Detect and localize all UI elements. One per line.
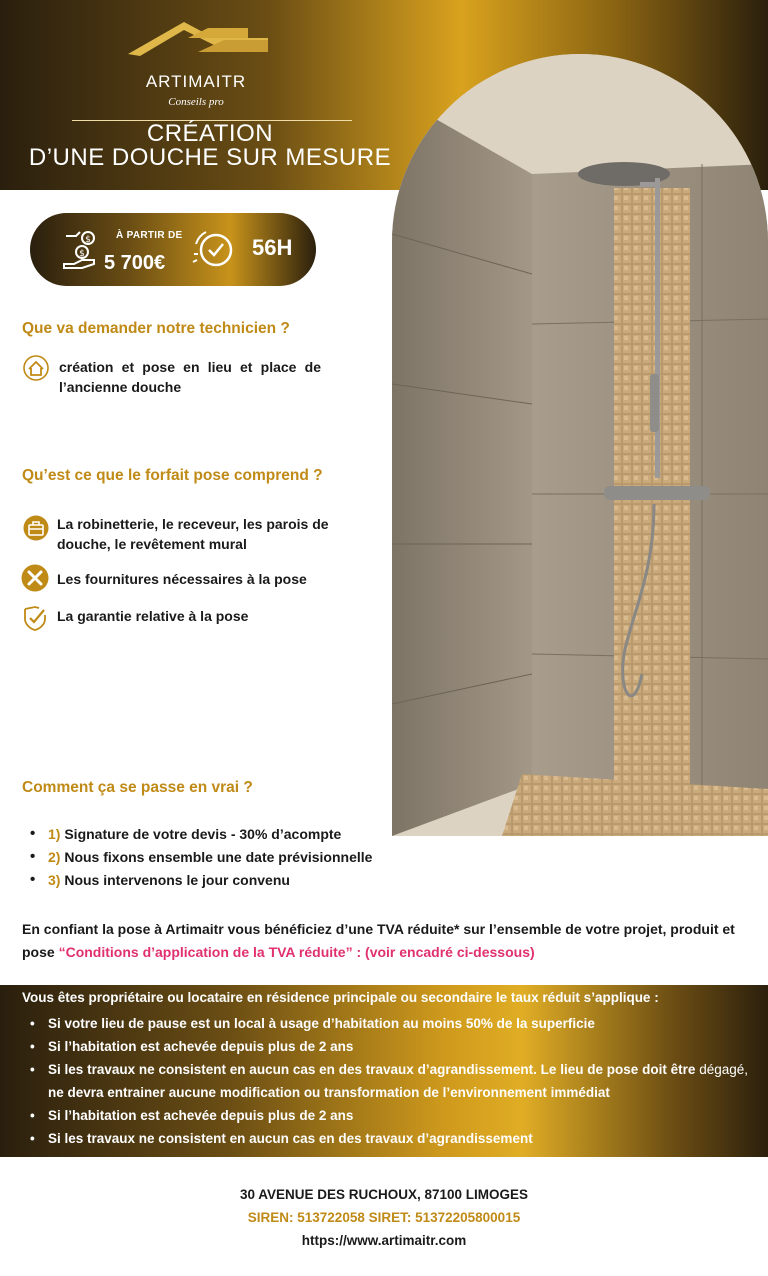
tva-text: En confiant la pose à Artimaitr vous bénéficiez d’une TVA réduite* sur l’ensemble de votre projet, produit et pose <box>22 921 735 960</box>
technician-item-text: création et pose en lieu et place de l’ancienne douche <box>59 359 321 395</box>
list-item <box>30 1058 748 1104</box>
step-number: 3) <box>48 872 61 888</box>
footer-siren: SIREN: 513722058 SIRET: 51372205800015 <box>247 1210 521 1225</box>
step-text: Nous intervenons le jour convenu <box>64 872 290 888</box>
brand-tagline: Conseils pro <box>168 96 224 108</box>
package-item-text: Les fournitures nécessaires à la pose <box>57 571 307 587</box>
list-item <box>30 872 372 895</box>
list-item <box>30 849 372 872</box>
price-duration: 56H <box>252 235 293 260</box>
step-number: 2) <box>48 849 61 865</box>
package-title: Qu’est ce que le forfait pose comprend ? <box>22 467 323 484</box>
list-item: • Si les travaux ne consistent en aucun cas en des travaux d’agrandissement <box>30 1127 748 1150</box>
process-title: Comment ça se passe en vrai ? <box>22 779 253 796</box>
page-title-line1: CRÉATION <box>146 120 274 147</box>
list-item: • Si l’habitation est achevée depuis plus de 2 ans <box>30 1035 748 1058</box>
brand-name: ARTIMAITR <box>145 72 247 91</box>
list-item <box>30 826 372 849</box>
list-item: • Si l’habitation est achevée depuis plus de 2 ans <box>30 1104 748 1127</box>
condition-text-end: ne devra entrainer aucune modification ou transformation de l’environnement immédiat <box>48 1085 610 1100</box>
conditions-list <box>30 1012 748 1150</box>
list-item: • Si votre lieu de pause est un local à usage d’habitation au moins 50% de la superficie <box>30 1012 748 1035</box>
tva-paragraph <box>22 918 748 964</box>
footer-address: 30 AVENUE DES RUCHOUX, 87100 LIMOGES <box>239 1187 529 1202</box>
footer-website-link[interactable]: https://www.artimaitr.com <box>301 1233 467 1248</box>
house-icon <box>23 355 49 381</box>
price-prefix: À PARTIR DE <box>116 230 183 241</box>
clock-icon <box>192 226 238 272</box>
toolbox-icon <box>23 515 49 541</box>
condition-text: Si les travaux ne consistent en aucun cas en des travaux d’agrandissement. Le lieu de pose doit être <box>48 1062 700 1077</box>
tools-icon <box>21 564 49 592</box>
step-text: Nous fixons ensemble une date prévisionnelle <box>64 849 373 865</box>
page-title-line2: D’UNE DOUCHE SUR MESURE <box>28 144 392 171</box>
package-item-text: La garantie relative à la pose <box>57 608 249 624</box>
roof-logo-icon <box>128 18 268 68</box>
technician-title: Que va demander notre technicien ? <box>22 320 290 337</box>
svg-text:$: $ <box>85 235 91 245</box>
process-steps <box>30 826 372 895</box>
check-shield-icon <box>22 605 48 631</box>
price-amount: 5 700€ <box>104 252 166 274</box>
conditions-intro: Vous êtes propriétaire ou locataire en résidence principale ou secondaire le taux réduit s’applique : <box>22 990 659 1005</box>
money-hand-icon <box>60 226 104 274</box>
tva-conditions-link: “Conditions d’application de la TVA réduite” : (voir encadré ci-dessous) <box>58 944 535 960</box>
condition-text-light: dégagé, <box>699 1062 748 1077</box>
shower-photo <box>392 54 768 836</box>
svg-text:$: $ <box>79 249 85 259</box>
package-item-text: La robinetterie, le receveur, les parois de douche, le revêtement mural <box>57 516 329 552</box>
step-number: 1) <box>48 826 61 842</box>
step-text: Signature de votre devis - 30% d’acompte <box>64 826 342 842</box>
